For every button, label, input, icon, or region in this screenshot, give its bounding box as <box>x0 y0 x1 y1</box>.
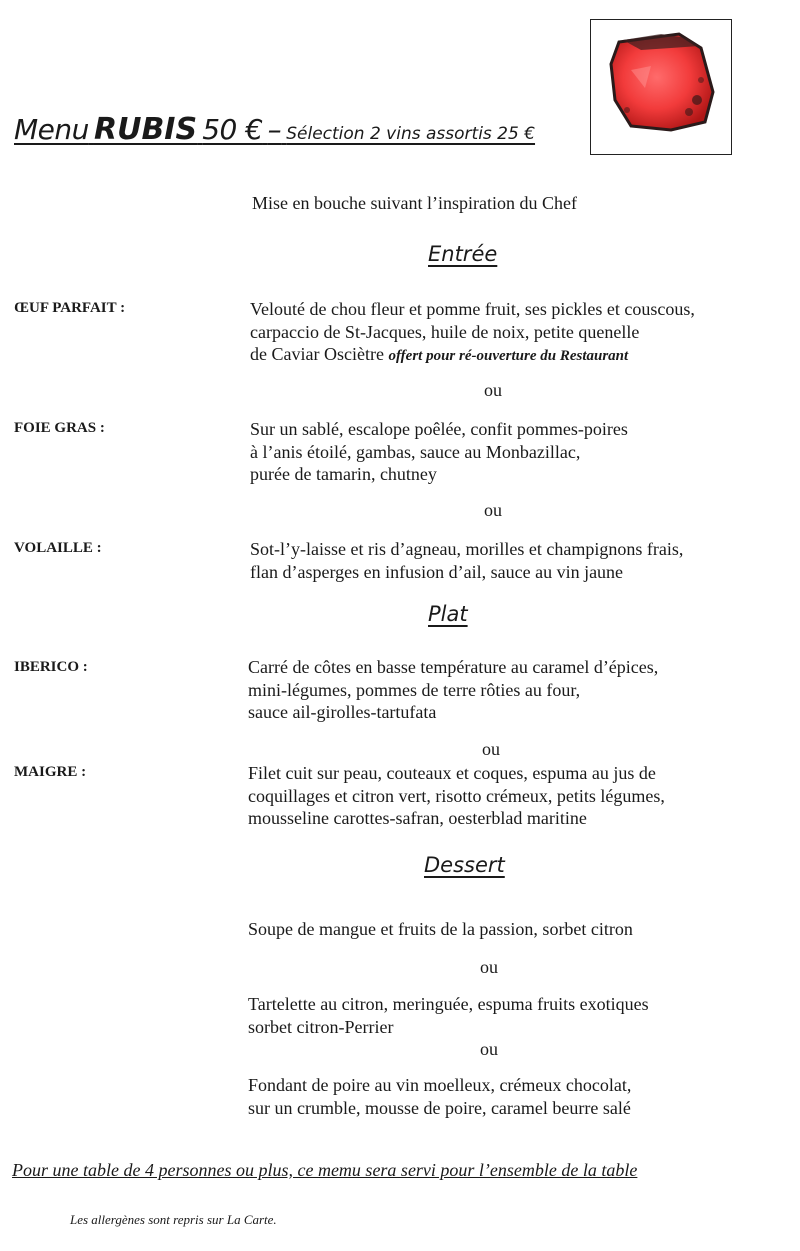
dessert-item-2 <box>248 993 649 1038</box>
dessert-item-1: Soupe de mangue et fruits de la passion, sorbet citron <box>248 919 633 939</box>
desc-line: flan d’asperges en infusion d’ail, sauce au vin jaune <box>250 561 624 582</box>
section-heading-entree: Entrée <box>428 242 498 266</box>
item-desc-volaille <box>250 538 683 583</box>
item-desc-foie-gras <box>250 418 628 486</box>
desc-line: sur un crumble, mousse de poire, caramel beurre salé <box>248 1097 631 1118</box>
separator-ou: ou <box>484 500 502 520</box>
offer-note: offert pour ré-ouverture du Restaurant <box>388 348 629 364</box>
separator-ou: ou <box>484 380 502 400</box>
section-heading-plat: Plat <box>428 602 468 626</box>
intro-line: Mise en bouche suivant l’inspiration du Chef <box>252 193 577 213</box>
title-name: RUBIS <box>93 112 198 147</box>
desc-line: sorbet citron-Perrier <box>248 1016 394 1037</box>
desc-line: mini-légumes, pommes de terre rôties au four, <box>248 679 581 700</box>
allergen-note: Les allergènes sont repris sur La Carte. <box>70 1212 277 1227</box>
item-label-volaille: VOLAILLE : <box>14 540 102 556</box>
desc-line <box>250 343 695 368</box>
desc-line: à l’anis étoilé, gambas, sauce au Monbazillac, <box>250 441 581 462</box>
item-desc-maigre <box>248 762 665 830</box>
dessert-item-3 <box>248 1074 631 1119</box>
title-dash: – <box>267 113 282 146</box>
item-label-iberico: IBERICO : <box>14 659 88 675</box>
item-label-foie-gras: FOIE GRAS : <box>14 420 105 436</box>
desc-line: Carré de côtes en basse température au caramel d’épices, <box>248 657 659 677</box>
desc-line: sauce ail-girolles-tartufata <box>248 702 437 722</box>
desc-line-text: de Caviar Osciètre <box>250 344 384 364</box>
title-wine-selection: Sélection 2 vins assortis 25 € <box>286 124 536 144</box>
separator-ou: ou <box>480 957 498 977</box>
separator-ou: ou <box>482 739 500 759</box>
item-label-maigre: MAIGRE : <box>14 764 87 780</box>
item-desc-oeuf-parfait <box>250 298 695 368</box>
desc-line: purée de tamarin, chutney <box>250 464 437 484</box>
desc-line: Sur un sablé, escalope poêlée, confit pommes-poires <box>250 419 628 439</box>
desc-line: mousseline carottes-safran, oesterblad maritine <box>248 808 587 828</box>
separator-ou: ou <box>480 1039 498 1059</box>
desc-line: coquillages et citron vert, risotto crémeux, petits légumes, <box>248 785 665 806</box>
ruby-gemstone-photo <box>601 30 721 144</box>
photo-frame <box>590 19 732 155</box>
desc-line: Filet cuit sur peau, couteaux et coques, espuma au jus de <box>248 763 656 783</box>
title-prefix: Menu <box>14 113 89 146</box>
item-desc-iberico <box>248 656 658 724</box>
desc-line: Tartelette au citron, meringuée, espuma fruits exotiques <box>248 994 649 1014</box>
group-notice: Pour une table de 4 personnes ou plus, ce memu sera servi pour l’ensemble de la table <box>12 1160 638 1180</box>
title-price: 50 € <box>202 113 263 146</box>
section-heading-dessert: Dessert <box>424 853 505 877</box>
item-label-oeuf-parfait: ŒUF PARFAIT : <box>14 300 126 316</box>
desc-line: Velouté de chou fleur et pomme fruit, ses pickles et couscous, <box>250 299 695 319</box>
menu-title <box>14 112 535 147</box>
desc-line: Sot-l’y-laisse et ris d’agneau, morilles et champignons frais, <box>250 539 684 559</box>
desc-line: Fondant de poire au vin moelleux, crémeux chocolat, <box>248 1075 632 1095</box>
desc-line: carpaccio de St-Jacques, huile de noix, petite quenelle <box>250 321 640 342</box>
